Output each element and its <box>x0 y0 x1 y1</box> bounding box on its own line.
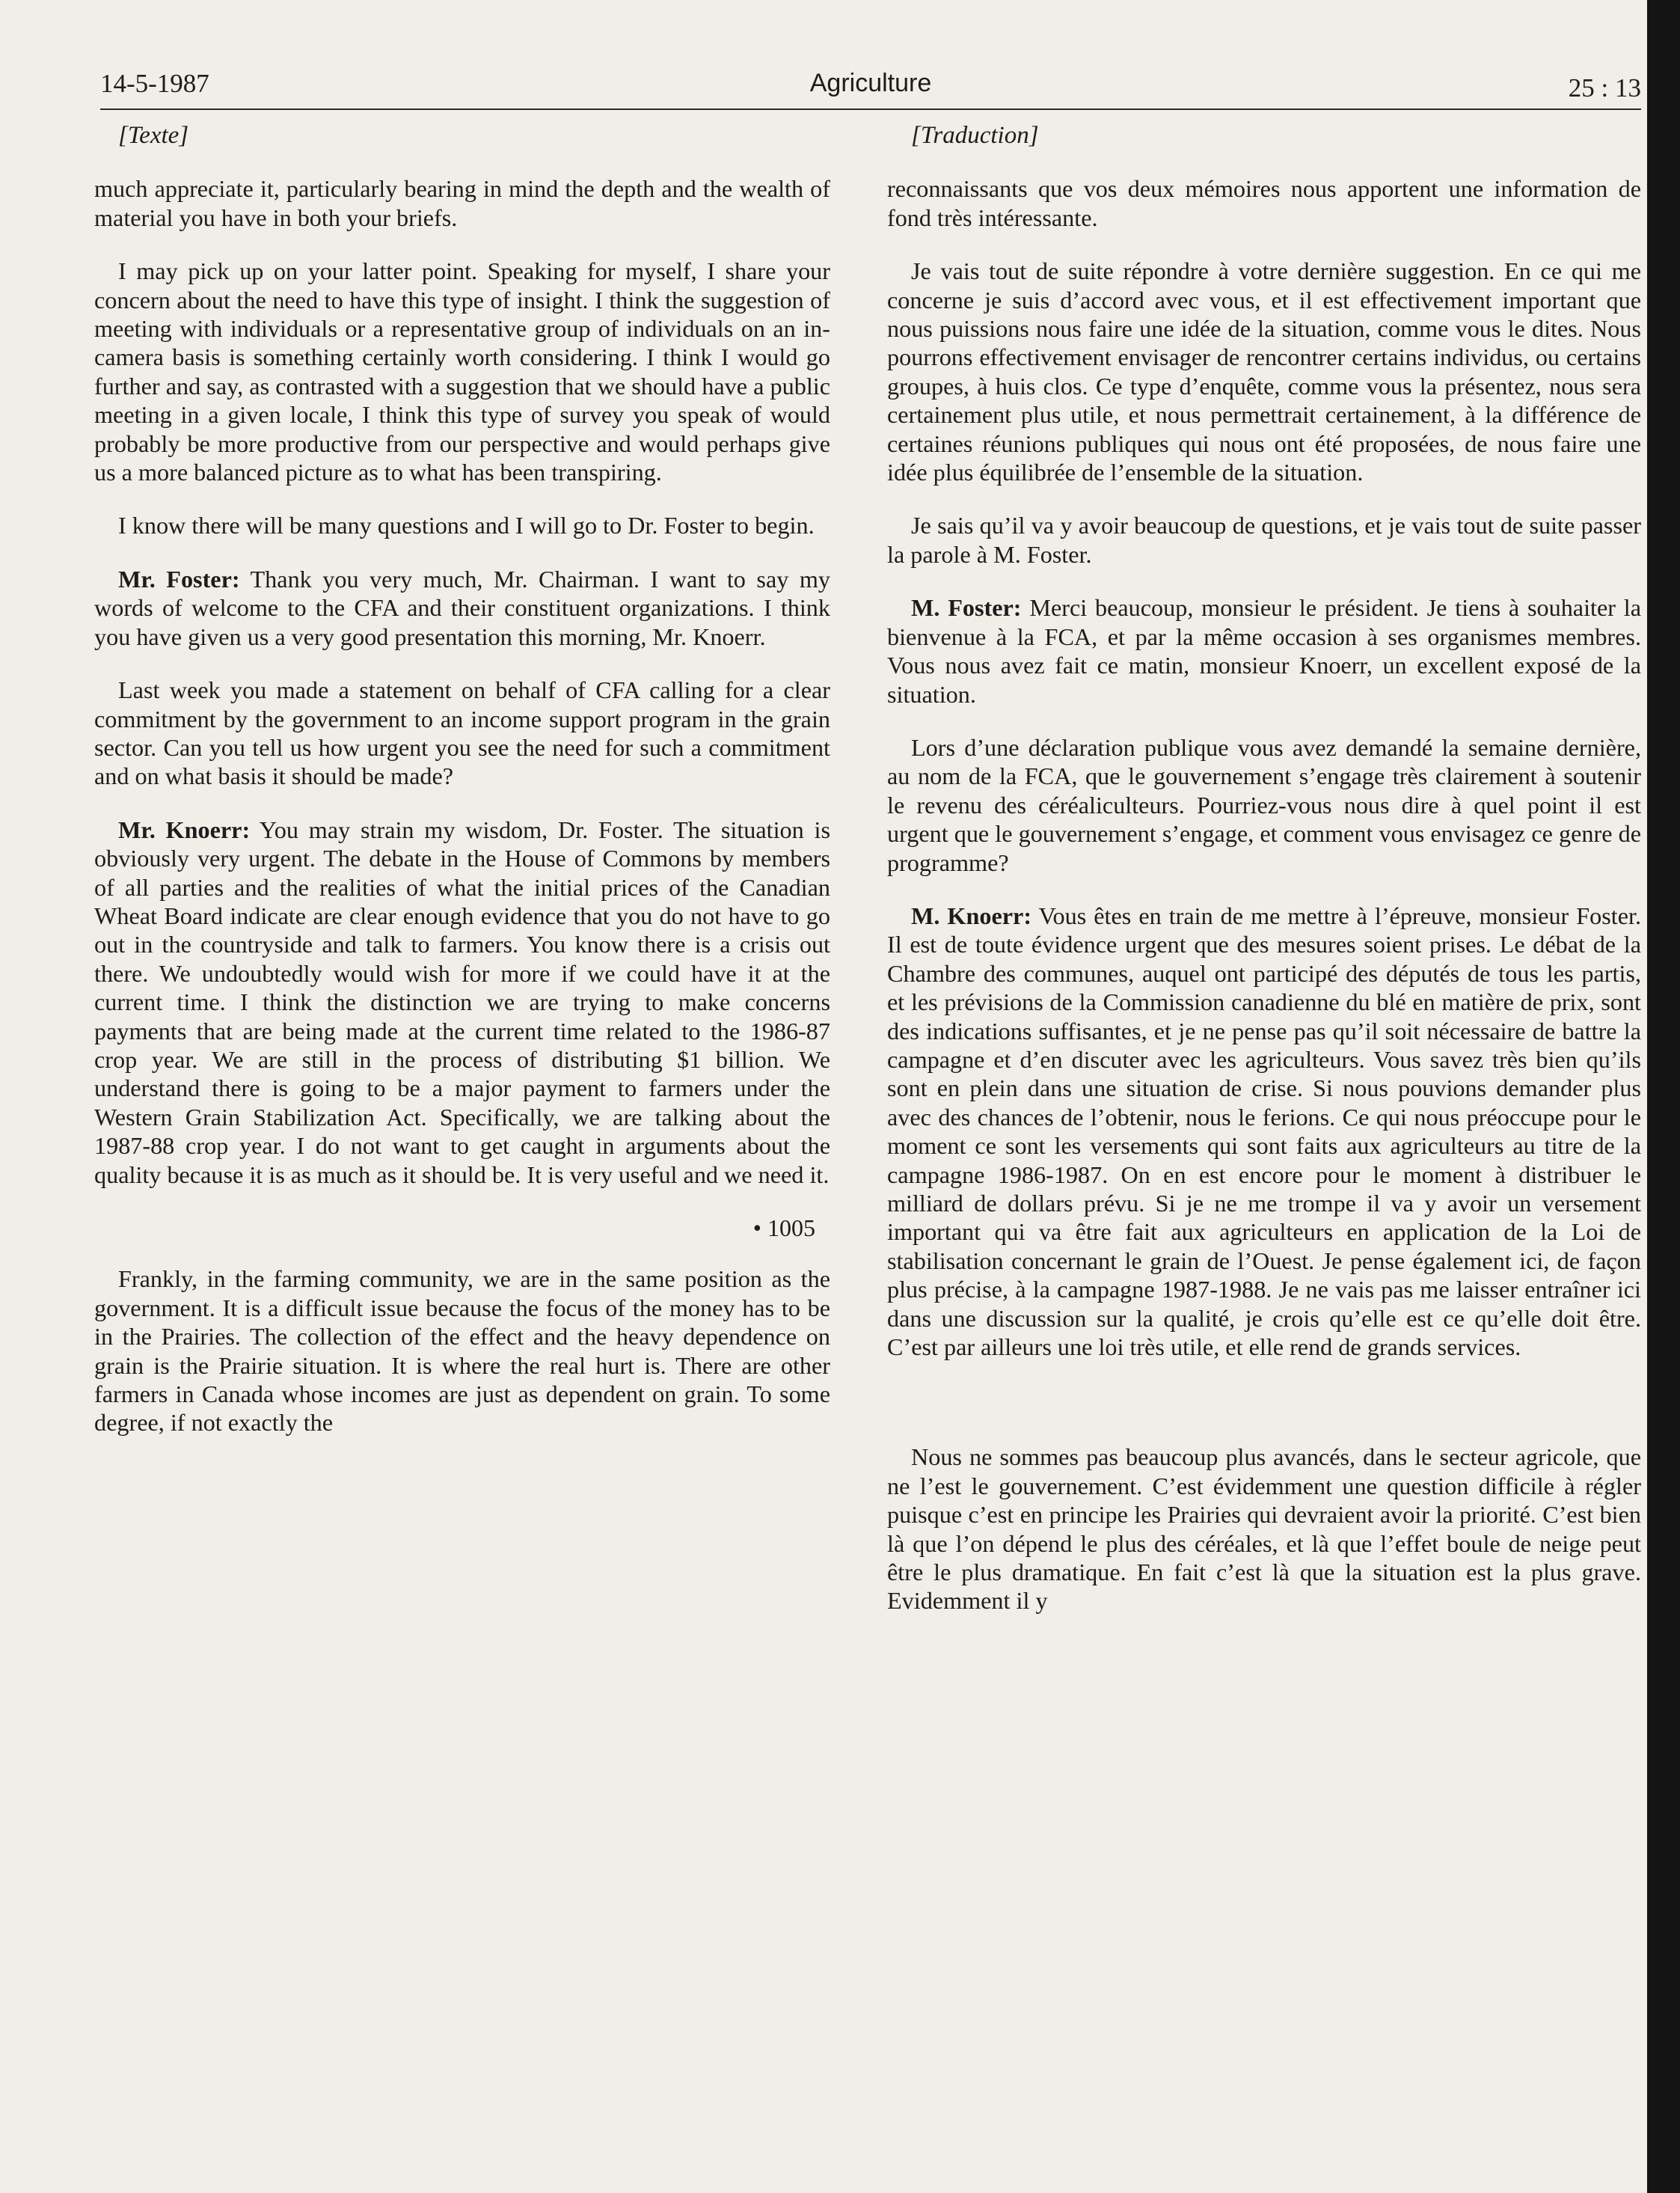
speaker-name: M. Foster: <box>911 594 1022 622</box>
english-paragraph-4 <box>94 565 830 651</box>
french-paragraph-1: reconnaissants que vos deux mémoires nous apportent une information de fond très intéressante. <box>887 175 1641 231</box>
header-title: Agriculture <box>809 69 932 97</box>
english-paragraph-3: I know there will be many questions and I will go to Dr. Foster to begin. <box>118 512 815 539</box>
speaker-name: Mr. Foster: <box>118 565 240 593</box>
english-paragraph-5: Last week you made a statement on behalf of CFA calling for a clear commitment by the government to an income support program in the grain sector. Can you tell us how urgent you see the need for such a commitment and on what basis it should be made? <box>94 676 830 790</box>
scan-edge-shadow <box>1647 0 1680 2193</box>
french-column <box>887 121 1641 1640</box>
speech-text: Merci beaucoup, monsieur le président. Je tiens à souhaiter la bienvenue à la FCA, et par la même occasion à ses organismes membres. Vous nous avez fait ce matin, monsieur Knoerr, un excellent exposé de la situation. <box>887 594 1641 708</box>
page-header <box>100 69 1641 108</box>
english-paragraph-2: I may pick up on your latter point. Speaking for myself, I share your concern about the need to have this type of insight. I think the suggestion of meeting with individuals or a representative group of individuals on an in-camera basis is something certainly worth considering. I think I would go further and say, as contrasted with a suggestion that we should have a public meeting in a given locale, I think this type of survey you speak of would probably be more productive from our perspective and would perhaps give us a more balanced picture as to what has been transpiring. <box>94 257 830 486</box>
english-column <box>94 121 830 1462</box>
french-paragraph-3: Je sais qu’il va y avoir beaucoup de questions, et je vais tout de suite passer la parole à M. Foster. <box>887 512 1641 568</box>
speaker-name: M. Knoerr: <box>911 902 1032 929</box>
english-paragraph-1: much appreciate it, particularly bearing in mind the depth and the wealth of material you have in both your briefs. <box>94 175 830 231</box>
header-date: 14-5-1987 <box>100 69 209 98</box>
english-language-tag: [Texte] <box>118 122 189 149</box>
speech-text: Vous êtes en train de me mettre à l’épreuve, monsieur Foster. Il est de toute évidence urgent que des mesures soient prises. Le débat de la Chambre des communes, auquel ont participé des députés de tous les partis, et les prévisions de la Commission canadienne du blé en matière de prix, sont des indications suffisantes, et je ne pense pas qu’il soit nécessaire de battre la campagne et d’en discuter avec les agriculteurs. Vous savez très bien qu’ils sont en plein dans une situation de crise. Si nous pouvions demander plus avec des chances de l’obtenir, nous le ferions. Ce qui nous préoccupe pour le moment ce sont les versements qui sont faits aux agriculteurs au titre de la campagne 1986-1987. On en est encore pour le moment à distribuer le milliard de dollars prévu. Si je ne me trompe il va y avoir un versement important qui va être fait aux agriculteurs en application de la Loi de stabilisation concernant le grain de l’Ouest. Je pense également ici, de façon plus précise, à la campagne 1987-1988. Je ne vais pas me laisser entraîner ici dans une discussion sur la qualité, je crois qu’elle est ce qu’elle doit être. C’est par ailleurs une loi très utile, et elle rend de grands services. <box>887 902 1641 1361</box>
french-language-tag: [Traduction] <box>911 122 1039 149</box>
column-spacer <box>887 1386 1641 1443</box>
time-marker: • 1005 <box>752 1214 815 1241</box>
speech-text: Thank you very much, Mr. Chairman. I want to say my words of welcome to the CFA and their constituent organizations. I think you have given us a very good presentation this morning, Mr. Knoerr. <box>94 565 830 650</box>
speech-text: You may strain my wisdom, Dr. Foster. The situation is obviously very urgent. The debate in the House of Commons by members of all parties and the realities of what the initial prices of the Canadian Wheat Board indicate are clear enough evidence that you do not have to go out in the countryside and talk to farmers. You know there is a crisis out there. We undoubtedly would wish for more if we could have it at the current time. I think the distinction we are trying to make concerns payments that are being made at the current time related to the 1986-87 crop year. We are still in the process of distributing $1 billion. We understand there is going to be a major payment to farmers under the Western Grain Stabilization Act. Specifically, we are talking about the 1987-88 crop year. I do not want to get caught in arguments about the quality because it is as much as it should be. It is very useful and we need it. <box>94 816 830 1188</box>
french-paragraph-7: Nous ne sommes pas beaucoup plus avancés, dans le secteur agricole, que ne l’est le gouvernement. C’est évidemment une question difficile à régler puisque c’est en principe les Prairies qui devraient avoir la priorité. C’est bien là que l’on dépend le plus des céréales, et là que l’effet boule de neige peut être le plus dramatique. En fait c’est là que la situation est la plus grave. Evidemment il y <box>887 1443 1641 1615</box>
speaker-name: Mr. Knoerr: <box>118 816 251 843</box>
french-paragraph-5: Lors d’une déclaration publique vous avez demandé la semaine dernière, au nom de la FCA, que le gouvernement s’engage très clairement à soutenir le revenu des céréaliculteurs. Pourriez-vous nous dire à quel point il est urgent que le gouvernement s’engage, et comment vous envisagez ce genre de programme? <box>887 733 1641 876</box>
header-page-number: 25 : 13 <box>1568 73 1641 103</box>
english-paragraph-6 <box>94 816 830 1189</box>
french-paragraph-2: Je vais tout de suite répondre à votre dernière suggestion. En ce qui me concerne je suis d’accord avec vous, et il est effectivement important que nous puissions nous faire une idée de la situation, comme vous le dites. Nous pourrons effectivement envisager de rencontrer certains individus, ou certains groupes, à huis clos. Ce type d’enquête, comme vous la présentez, nous sera certainement plus utile, et nous permettrait certainement, à la différence de certaines réunions publiques qui nous ont été proposées, de nous faire une idée plus équilibrée de l’ensemble de la situation. <box>887 257 1641 486</box>
french-paragraph-6 <box>887 902 1641 1362</box>
header-rule <box>100 108 1641 110</box>
french-paragraph-4 <box>887 593 1641 709</box>
english-paragraph-7: Frankly, in the farming community, we are in the same position as the government. It is a difficult issue because the focus of the money has to be in the Prairies. The collection of the effect and the heavy dependence on grain is the Prairie situation. It is where the real hurt is. There are other farmers in Canada whose incomes are just as dependent on grain. To some degree, if not exactly the <box>94 1265 830 1437</box>
